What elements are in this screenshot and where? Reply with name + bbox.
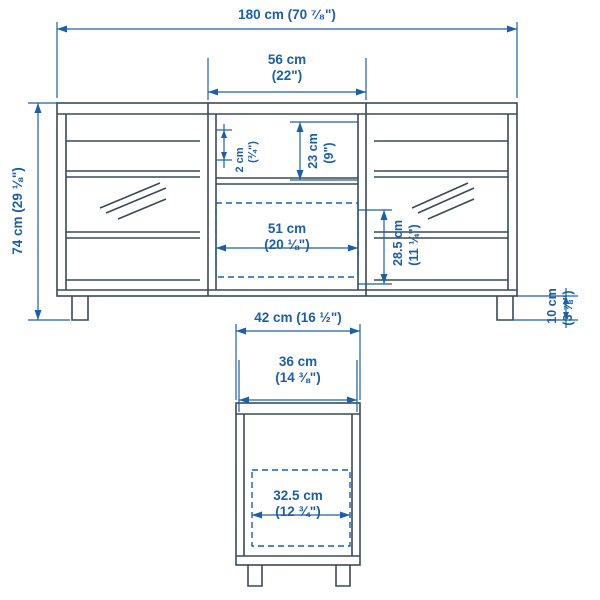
front-left-glass-line-1 bbox=[100, 183, 160, 208]
dim-middle-width-label-1: 56 cm bbox=[267, 52, 307, 67]
arrow-2-bottom bbox=[221, 152, 227, 160]
dim-overall-width-label: 180 cm (70 ⁷⁄₈") bbox=[238, 7, 336, 22]
dim-drawer-height-label-2: (11 ¼") bbox=[407, 224, 421, 266]
arrow-74-top bbox=[35, 103, 42, 113]
dim-inner-depth-label-2: (14 ⅜") bbox=[275, 370, 321, 385]
arrow-285-top bbox=[381, 210, 388, 220]
side-leg-left bbox=[248, 565, 262, 586]
dim-leg-height-label-2: (3 ⅞") bbox=[561, 290, 575, 326]
arrow-74-bottom bbox=[35, 310, 42, 320]
dim-middle-width-label-2: (22") bbox=[271, 68, 303, 83]
arrow-325-left bbox=[252, 512, 262, 519]
side-body-outline bbox=[236, 403, 360, 565]
arrow-285-bottom bbox=[381, 274, 388, 284]
dim-overall-height-label: 74 cm (29 ⅛") bbox=[10, 167, 25, 255]
dim-depth-label: 42 cm (16 ½") bbox=[254, 310, 342, 325]
front-leg-right bbox=[497, 296, 513, 320]
side-leg-right bbox=[336, 565, 350, 586]
dim-drawer-depth-label-2: (12 ¾") bbox=[275, 504, 321, 519]
dim-leg-height-label-1: 10 cm bbox=[545, 288, 559, 324]
arrow-51-right bbox=[348, 245, 358, 252]
dim-inner-depth-label-1: 36 cm bbox=[278, 354, 318, 369]
arrow-23-top bbox=[297, 122, 304, 132]
front-left-glass-line-3 bbox=[118, 199, 166, 219]
dim-top-gap-label-2: (¾") bbox=[247, 141, 259, 163]
front-right-glass-line-1 bbox=[412, 183, 468, 208]
arrow-42-right bbox=[350, 328, 360, 335]
dim-drawer-height-label-1: 28.5 cm bbox=[391, 220, 405, 266]
arrow-180-right bbox=[507, 26, 517, 33]
dim-top-gap-label-1: 2 cm bbox=[234, 147, 246, 173]
arrow-42-left bbox=[236, 328, 246, 335]
arrow-56-left bbox=[208, 89, 218, 96]
front-leg-left bbox=[72, 296, 88, 320]
arrow-325-right bbox=[340, 512, 350, 519]
front-view-cabinet bbox=[57, 103, 517, 320]
dim-drawer-width-label-1: 51 cm bbox=[267, 221, 307, 236]
arrow-180-left bbox=[57, 26, 67, 33]
front-dimensions bbox=[28, 22, 578, 328]
dim-upper-opening-label-2: (9") bbox=[322, 142, 336, 164]
arrow-2-top bbox=[221, 130, 227, 138]
front-right-glass-line-3 bbox=[428, 199, 474, 219]
front-right-glass-line-2 bbox=[418, 188, 474, 213]
dim-drawer-width-label-2: (20 ⅛") bbox=[264, 237, 310, 252]
dim-upper-opening-label-1: 23 cm bbox=[306, 133, 320, 169]
arrow-56-right bbox=[356, 89, 366, 96]
arrow-51-left bbox=[216, 245, 226, 252]
dim-drawer-depth-label-1: 32.5 cm bbox=[273, 488, 323, 503]
front-left-glass-line-2 bbox=[106, 188, 166, 213]
